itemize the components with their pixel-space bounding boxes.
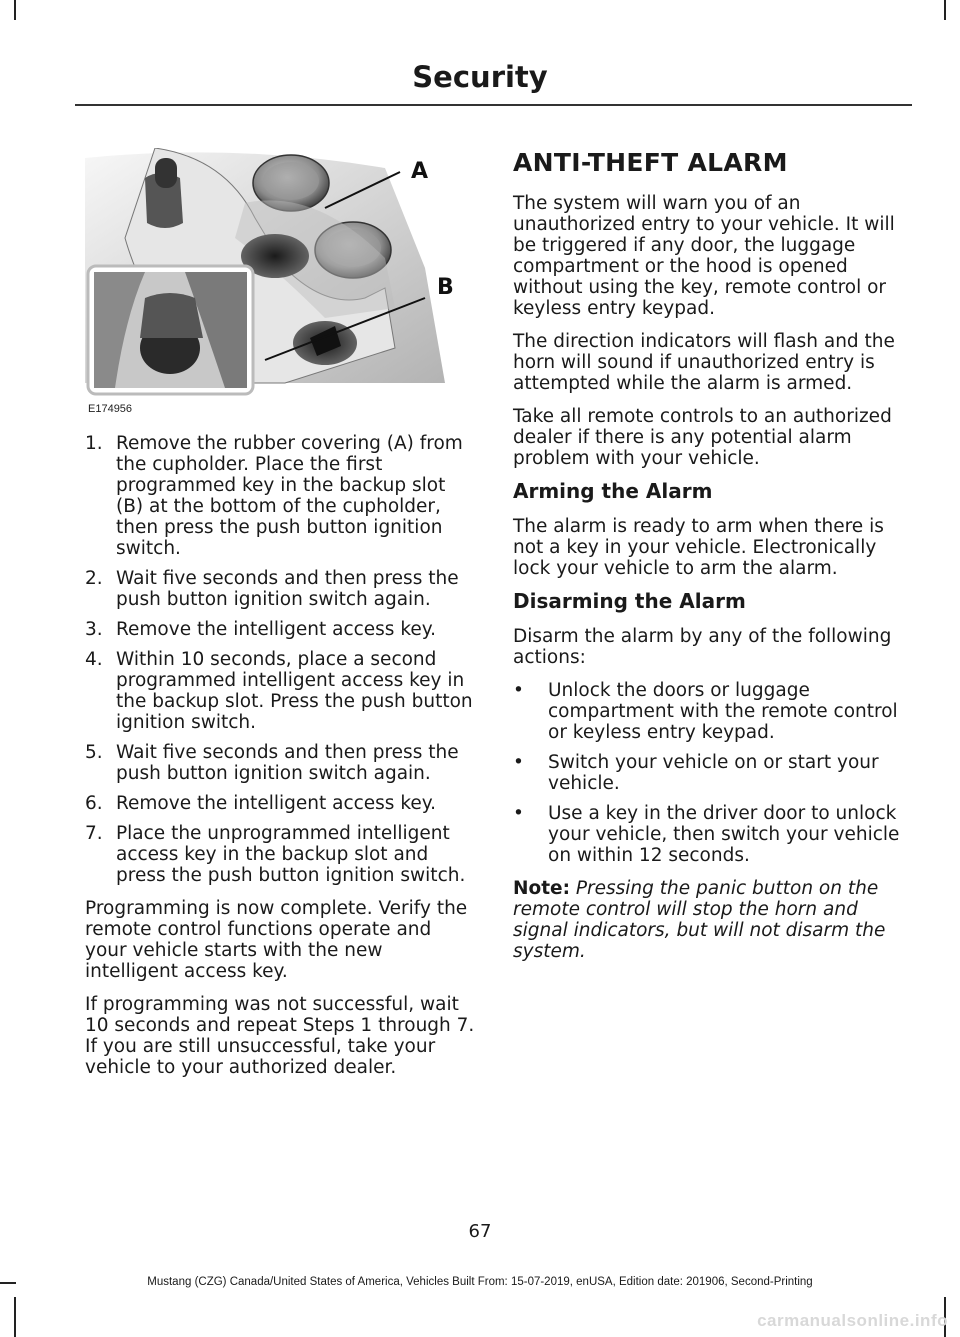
figure-code: E174956 — [88, 403, 133, 415]
callout-label-b: B — [437, 275, 454, 300]
list-item — [513, 752, 909, 794]
step-number: 7. — [85, 823, 103, 844]
bullet-text: Switch your vehicle on or start your vehicle. — [548, 752, 879, 794]
step-number: 5. — [85, 742, 103, 763]
step-text: Wait five seconds and then press the push button ignition switch again. — [116, 742, 459, 784]
step-number: 2. — [85, 568, 103, 589]
alarm-dealer-paragraph: Take all remote controls to an authorized dealer if there is any potential alarm problem with your vehicle. — [513, 406, 892, 469]
alarm-intro-paragraph: The system will warn you of an unauthorized entry to your vehicle. It will be triggered if any door, the luggage compartment or the hood is opened without using the key, remote control or keyless entry keypad. — [513, 193, 895, 319]
page-number: 67 — [468, 1221, 492, 1242]
footer-text: Mustang (CZG) Canada/United States of America, Vehicles Built From: 15-07-2019, enUSA, Edition date: 201906, Second-Printing — [147, 1276, 813, 1288]
step-text: Place the unprogrammed intelligent access key in the backup slot and press the push button ignition switch. — [116, 823, 466, 886]
step-number: 4. — [85, 649, 103, 670]
programming-steps — [85, 433, 477, 886]
watermark: carmanualsonline.info — [757, 1311, 948, 1330]
bullet: • — [513, 680, 524, 701]
section-title: ANTI-THEFT ALARM — [513, 148, 788, 177]
disarming-actions-list — [513, 680, 909, 866]
step-number: 3. — [85, 619, 103, 640]
note-paragraph — [513, 878, 909, 962]
bullet: • — [513, 752, 524, 773]
bullet: • — [513, 803, 524, 824]
step-text: Remove the intelligent access key. — [116, 619, 436, 640]
crop-mark-top-left — [14, 0, 16, 20]
arming-heading: Arming the Alarm — [513, 479, 713, 503]
bullet-text: Unlock the doors or luggage compartment with the remote control or keyless entry keypad. — [548, 680, 898, 743]
step-text: Within 10 seconds, place a second programmed intelligent access key in the backup slot. Press the push button ignition switch. — [116, 649, 473, 733]
cupholder-illustration — [85, 148, 477, 398]
alarm-indicators-paragraph: The direction indicators will flash and the horn will sound if unauthorized entry is attempted while the alarm is armed. — [513, 331, 895, 394]
disarming-heading: Disarming the Alarm — [513, 589, 746, 613]
bullet-text: Use a key in the driver door to unlock your vehicle, then switch your vehicle on within 12 seconds. — [548, 803, 900, 866]
programming-complete-paragraph: Programming is now complete. Verify the remote control functions operate and your vehicle starts with the new intelligent access key. — [85, 898, 468, 982]
step-item — [85, 619, 477, 640]
step-number: 6. — [85, 793, 103, 814]
arming-paragraph: The alarm is ready to arm when there is not a key in your vehicle. Electronically lock your vehicle to arm the alarm. — [513, 516, 884, 579]
callout-label-a: A — [411, 159, 429, 184]
step-item — [85, 433, 477, 559]
crop-mark-bottom-left — [14, 1297, 16, 1337]
disarming-intro: Disarm the alarm by any of the following actions: — [513, 626, 892, 668]
step-text: Remove the rubber covering (A) from the cupholder. Place the first programmed key in the backup slot (B) at the bottom of the cupholder, then press the push button ignition switch. — [116, 433, 463, 559]
step-item — [85, 823, 477, 886]
note-label: Note: — [513, 878, 570, 899]
step-number: 1. — [85, 433, 103, 454]
step-item — [85, 568, 477, 610]
step-text: Remove the intelligent access key. — [116, 793, 436, 814]
step-item — [85, 649, 477, 733]
list-item — [513, 680, 909, 743]
crop-mark-top-right — [944, 0, 946, 20]
programming-unsuccessful-paragraph: If programming was not successful, wait 10 seconds and repeat Steps 1 through 7. If you are still unsuccessful, take your vehicle to your authorized dealer. — [85, 994, 475, 1078]
step-item — [85, 793, 477, 814]
list-item — [513, 803, 909, 866]
left-column — [85, 433, 477, 1090]
header-divider — [75, 104, 912, 106]
step-item — [85, 742, 477, 784]
step-text: Wait five seconds and then press the push button ignition switch again. — [116, 568, 459, 610]
right-column — [513, 148, 909, 974]
page-header-title: Security — [412, 60, 548, 94]
note-text: Pressing the panic button on the remote control will stop the horn and signal indicators, but will not disarm the system. — [513, 878, 886, 962]
